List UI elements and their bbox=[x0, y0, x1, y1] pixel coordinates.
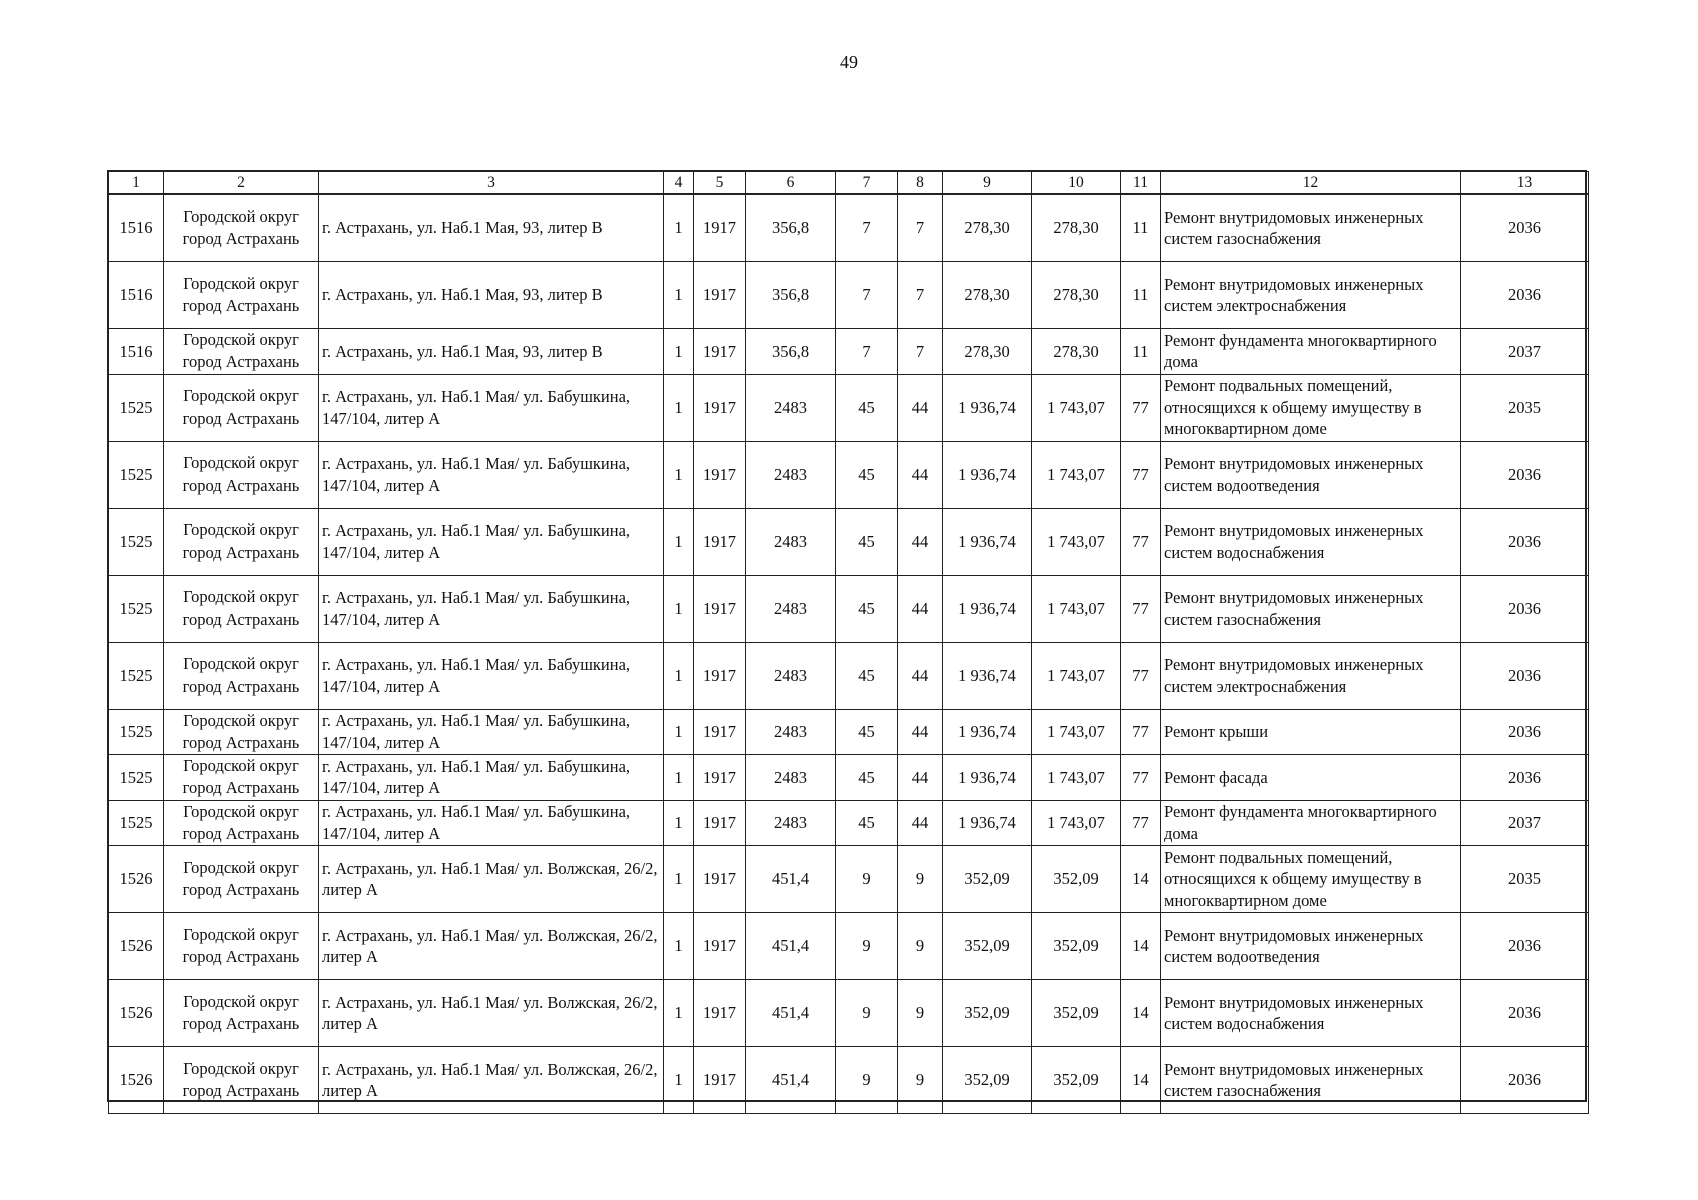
cell-4-cell: 1 bbox=[664, 913, 694, 980]
cell-4-cell: 1 bbox=[664, 194, 694, 262]
year-cell: 1917 bbox=[694, 374, 746, 441]
repair-work-cell: Ремонт внутридомовых инженерных систем газоснабжения bbox=[1161, 194, 1461, 262]
column-header-13: 13 bbox=[1461, 172, 1589, 195]
cell-8-cell: 7 bbox=[898, 262, 943, 329]
planned-year-cell: 2036 bbox=[1461, 980, 1589, 1047]
cell-7-cell: 45 bbox=[836, 441, 898, 508]
record-number-cell: 1516 bbox=[109, 329, 164, 375]
cell-7-cell: 45 bbox=[836, 709, 898, 755]
address-cell: г. Астрахань, ул. Наб.1 Мая/ ул. Волжская, 26/2, литер А bbox=[319, 1047, 664, 1114]
address-cell: г. Астрахань, ул. Наб.1 Мая/ ул. Бабушкина, 147/104, литер А bbox=[319, 800, 664, 846]
housing-repair-table bbox=[108, 171, 1589, 1114]
area-cell: 356,8 bbox=[746, 194, 836, 262]
address-cell: г. Астрахань, ул. Наб.1 Мая, 93, литер В bbox=[319, 329, 664, 375]
cell-7-cell: 9 bbox=[836, 913, 898, 980]
cell-7-cell: 7 bbox=[836, 262, 898, 329]
address-cell: г. Астрахань, ул. Наб.1 Мая/ ул. Волжская, 26/2, литер А bbox=[319, 980, 664, 1047]
cell-10-cell: 1 743,07 bbox=[1032, 374, 1121, 441]
table-row bbox=[109, 709, 1589, 755]
repair-work-cell: Ремонт фасада bbox=[1161, 755, 1461, 801]
cell-9-cell: 278,30 bbox=[943, 194, 1032, 262]
cell-11-cell: 11 bbox=[1121, 194, 1161, 262]
table-row bbox=[109, 1047, 1589, 1114]
record-number-cell: 1516 bbox=[109, 194, 164, 262]
year-cell: 1917 bbox=[694, 441, 746, 508]
planned-year-cell: 2036 bbox=[1461, 508, 1589, 575]
repair-work-cell: Ремонт внутридомовых инженерных систем водоснабжения bbox=[1161, 980, 1461, 1047]
cell-7-cell: 7 bbox=[836, 329, 898, 375]
area-cell: 2483 bbox=[746, 709, 836, 755]
cell-10-cell: 1 743,07 bbox=[1032, 709, 1121, 755]
cell-8-cell: 44 bbox=[898, 800, 943, 846]
cell-9-cell: 1 936,74 bbox=[943, 441, 1032, 508]
cell-7-cell: 45 bbox=[836, 642, 898, 709]
area-cell: 451,4 bbox=[746, 980, 836, 1047]
repair-work-cell: Ремонт подвальных помещений, относящихся к общему имуществу в многоквартирном доме bbox=[1161, 374, 1461, 441]
cell-7-cell: 45 bbox=[836, 800, 898, 846]
planned-year-cell: 2035 bbox=[1461, 374, 1589, 441]
cell-7-cell: 45 bbox=[836, 508, 898, 575]
cell-9-cell: 1 936,74 bbox=[943, 374, 1032, 441]
column-header-9: 9 bbox=[943, 172, 1032, 195]
cell-11-cell: 77 bbox=[1121, 374, 1161, 441]
table-row bbox=[109, 800, 1589, 846]
area-cell: 2483 bbox=[746, 642, 836, 709]
address-cell: г. Астрахань, ул. Наб.1 Мая/ ул. Волжская, 26/2, литер А bbox=[319, 846, 664, 913]
table-header bbox=[109, 172, 1589, 195]
area-cell: 451,4 bbox=[746, 846, 836, 913]
cell-8-cell: 44 bbox=[898, 709, 943, 755]
cell-8-cell: 9 bbox=[898, 1047, 943, 1114]
planned-year-cell: 2037 bbox=[1461, 329, 1589, 375]
cell-10-cell: 278,30 bbox=[1032, 262, 1121, 329]
repair-work-cell: Ремонт внутридомовых инженерных систем электроснабжения bbox=[1161, 642, 1461, 709]
year-cell: 1917 bbox=[694, 709, 746, 755]
cell-8-cell: 9 bbox=[898, 980, 943, 1047]
table-row bbox=[109, 194, 1589, 262]
repair-work-cell: Ремонт подвальных помещений, относящихся к общему имуществу в многоквартирном доме bbox=[1161, 846, 1461, 913]
repair-work-cell: Ремонт внутридомовых инженерных систем водоотведения bbox=[1161, 913, 1461, 980]
cell-9-cell: 1 936,74 bbox=[943, 575, 1032, 642]
cell-11-cell: 14 bbox=[1121, 980, 1161, 1047]
repair-work-cell: Ремонт фундамента многоквартирного дома bbox=[1161, 800, 1461, 846]
area-cell: 451,4 bbox=[746, 1047, 836, 1114]
cell-11-cell: 14 bbox=[1121, 1047, 1161, 1114]
cell-8-cell: 44 bbox=[898, 441, 943, 508]
cell-4-cell: 1 bbox=[664, 374, 694, 441]
municipality-cell: Городской округ город Астрахань bbox=[164, 1047, 319, 1114]
table-row bbox=[109, 374, 1589, 441]
cell-10-cell: 352,09 bbox=[1032, 913, 1121, 980]
cell-9-cell: 278,30 bbox=[943, 329, 1032, 375]
column-header-11: 11 bbox=[1121, 172, 1161, 195]
area-cell: 2483 bbox=[746, 575, 836, 642]
year-cell: 1917 bbox=[694, 575, 746, 642]
cell-9-cell: 352,09 bbox=[943, 913, 1032, 980]
table-row bbox=[109, 642, 1589, 709]
municipality-cell: Городской округ город Астрахань bbox=[164, 194, 319, 262]
cell-7-cell: 45 bbox=[836, 755, 898, 801]
year-cell: 1917 bbox=[694, 980, 746, 1047]
cell-8-cell: 7 bbox=[898, 329, 943, 375]
cell-8-cell: 9 bbox=[898, 913, 943, 980]
area-cell: 451,4 bbox=[746, 913, 836, 980]
cell-11-cell: 77 bbox=[1121, 508, 1161, 575]
repair-work-cell: Ремонт крыши bbox=[1161, 709, 1461, 755]
table-row bbox=[109, 980, 1589, 1047]
table-row bbox=[109, 441, 1589, 508]
record-number-cell: 1525 bbox=[109, 642, 164, 709]
table-row bbox=[109, 913, 1589, 980]
cell-4-cell: 1 bbox=[664, 709, 694, 755]
cell-9-cell: 352,09 bbox=[943, 1047, 1032, 1114]
cell-11-cell: 14 bbox=[1121, 846, 1161, 913]
municipality-cell: Городской округ город Астрахань bbox=[164, 800, 319, 846]
year-cell: 1917 bbox=[694, 1047, 746, 1114]
municipality-cell: Городской округ город Астрахань bbox=[164, 441, 319, 508]
planned-year-cell: 2036 bbox=[1461, 1047, 1589, 1114]
repair-work-cell: Ремонт внутридомовых инженерных систем газоснабжения bbox=[1161, 1047, 1461, 1114]
municipality-cell: Городской округ город Астрахань bbox=[164, 709, 319, 755]
year-cell: 1917 bbox=[694, 329, 746, 375]
cell-11-cell: 77 bbox=[1121, 709, 1161, 755]
cell-10-cell: 1 743,07 bbox=[1032, 642, 1121, 709]
municipality-cell: Городской округ город Астрахань bbox=[164, 575, 319, 642]
year-cell: 1917 bbox=[694, 846, 746, 913]
column-header-10: 10 bbox=[1032, 172, 1121, 195]
column-header-6: 6 bbox=[746, 172, 836, 195]
planned-year-cell: 2036 bbox=[1461, 575, 1589, 642]
repair-work-cell: Ремонт внутридомовых инженерных систем водоснабжения bbox=[1161, 508, 1461, 575]
cell-4-cell: 1 bbox=[664, 1047, 694, 1114]
municipality-cell: Городской округ город Астрахань bbox=[164, 329, 319, 375]
area-cell: 2483 bbox=[746, 800, 836, 846]
cell-10-cell: 1 743,07 bbox=[1032, 575, 1121, 642]
area-cell: 2483 bbox=[746, 508, 836, 575]
cell-8-cell: 44 bbox=[898, 575, 943, 642]
cell-11-cell: 11 bbox=[1121, 262, 1161, 329]
cell-4-cell: 1 bbox=[664, 755, 694, 801]
cell-7-cell: 45 bbox=[836, 374, 898, 441]
cell-11-cell: 77 bbox=[1121, 755, 1161, 801]
cell-7-cell: 45 bbox=[836, 575, 898, 642]
area-cell: 356,8 bbox=[746, 329, 836, 375]
record-number-cell: 1526 bbox=[109, 846, 164, 913]
year-cell: 1917 bbox=[694, 262, 746, 329]
municipality-cell: Городской округ город Астрахань bbox=[164, 262, 319, 329]
column-header-2: 2 bbox=[164, 172, 319, 195]
cell-10-cell: 1 743,07 bbox=[1032, 441, 1121, 508]
municipality-cell: Городской округ город Астрахань bbox=[164, 913, 319, 980]
municipality-cell: Городской округ город Астрахань bbox=[164, 846, 319, 913]
cell-9-cell: 1 936,74 bbox=[943, 508, 1032, 575]
cell-11-cell: 77 bbox=[1121, 642, 1161, 709]
cell-10-cell: 1 743,07 bbox=[1032, 800, 1121, 846]
column-header-1: 1 bbox=[109, 172, 164, 195]
column-header-5: 5 bbox=[694, 172, 746, 195]
planned-year-cell: 2036 bbox=[1461, 194, 1589, 262]
address-cell: г. Астрахань, ул. Наб.1 Мая/ ул. Бабушкина, 147/104, литер А bbox=[319, 374, 664, 441]
cell-10-cell: 352,09 bbox=[1032, 1047, 1121, 1114]
cell-4-cell: 1 bbox=[664, 441, 694, 508]
address-cell: г. Астрахань, ул. Наб.1 Мая/ ул. Бабушкина, 147/104, литер А bbox=[319, 709, 664, 755]
column-header-3: 3 bbox=[319, 172, 664, 195]
planned-year-cell: 2036 bbox=[1461, 913, 1589, 980]
cell-4-cell: 1 bbox=[664, 642, 694, 709]
table-body bbox=[109, 194, 1589, 1114]
table-row bbox=[109, 755, 1589, 801]
cell-9-cell: 278,30 bbox=[943, 262, 1032, 329]
cell-9-cell: 1 936,74 bbox=[943, 709, 1032, 755]
cell-10-cell: 1 743,07 bbox=[1032, 508, 1121, 575]
cell-8-cell: 44 bbox=[898, 755, 943, 801]
record-number-cell: 1525 bbox=[109, 441, 164, 508]
record-number-cell: 1526 bbox=[109, 980, 164, 1047]
planned-year-cell: 2037 bbox=[1461, 800, 1589, 846]
record-number-cell: 1525 bbox=[109, 575, 164, 642]
repair-work-cell: Ремонт внутридомовых инженерных систем газоснабжения bbox=[1161, 575, 1461, 642]
column-header-12: 12 bbox=[1161, 172, 1461, 195]
cell-4-cell: 1 bbox=[664, 575, 694, 642]
year-cell: 1917 bbox=[694, 755, 746, 801]
cell-11-cell: 77 bbox=[1121, 441, 1161, 508]
address-cell: г. Астрахань, ул. Наб.1 Мая/ ул. Бабушкина, 147/104, литер А bbox=[319, 755, 664, 801]
table-row bbox=[109, 262, 1589, 329]
cell-4-cell: 1 bbox=[664, 980, 694, 1047]
address-cell: г. Астрахань, ул. Наб.1 Мая/ ул. Бабушкина, 147/104, литер А bbox=[319, 575, 664, 642]
cell-4-cell: 1 bbox=[664, 800, 694, 846]
page-number: 49 bbox=[840, 52, 858, 72]
table-row bbox=[109, 846, 1589, 913]
cell-11-cell: 14 bbox=[1121, 913, 1161, 980]
cell-11-cell: 11 bbox=[1121, 329, 1161, 375]
cell-8-cell: 44 bbox=[898, 374, 943, 441]
record-number-cell: 1525 bbox=[109, 755, 164, 801]
cell-9-cell: 1 936,74 bbox=[943, 642, 1032, 709]
cell-7-cell: 9 bbox=[836, 846, 898, 913]
repair-work-cell: Ремонт фундамента многоквартирного дома bbox=[1161, 329, 1461, 375]
planned-year-cell: 2036 bbox=[1461, 755, 1589, 801]
cell-7-cell: 7 bbox=[836, 194, 898, 262]
planned-year-cell: 2035 bbox=[1461, 846, 1589, 913]
municipality-cell: Городской округ город Астрахань bbox=[164, 642, 319, 709]
record-number-cell: 1526 bbox=[109, 913, 164, 980]
repair-work-cell: Ремонт внутридомовых инженерных систем водоотведения bbox=[1161, 441, 1461, 508]
address-cell: г. Астрахань, ул. Наб.1 Мая/ ул. Бабушкина, 147/104, литер А bbox=[319, 441, 664, 508]
cell-8-cell: 9 bbox=[898, 846, 943, 913]
municipality-cell: Городской округ город Астрахань bbox=[164, 980, 319, 1047]
cell-4-cell: 1 bbox=[664, 329, 694, 375]
year-cell: 1917 bbox=[694, 194, 746, 262]
cell-10-cell: 278,30 bbox=[1032, 329, 1121, 375]
record-number-cell: 1525 bbox=[109, 800, 164, 846]
column-header-7: 7 bbox=[836, 172, 898, 195]
planned-year-cell: 2036 bbox=[1461, 441, 1589, 508]
cell-8-cell: 44 bbox=[898, 508, 943, 575]
record-number-cell: 1525 bbox=[109, 374, 164, 441]
record-number-cell: 1525 bbox=[109, 709, 164, 755]
repair-work-cell: Ремонт внутридомовых инженерных систем электроснабжения bbox=[1161, 262, 1461, 329]
cell-7-cell: 9 bbox=[836, 980, 898, 1047]
area-cell: 2483 bbox=[746, 441, 836, 508]
address-cell: г. Астрахань, ул. Наб.1 Мая, 93, литер В bbox=[319, 262, 664, 329]
year-cell: 1917 bbox=[694, 800, 746, 846]
planned-year-cell: 2036 bbox=[1461, 709, 1589, 755]
record-number-cell: 1516 bbox=[109, 262, 164, 329]
cell-7-cell: 9 bbox=[836, 1047, 898, 1114]
area-cell: 2483 bbox=[746, 374, 836, 441]
municipality-cell: Городской округ город Астрахань bbox=[164, 374, 319, 441]
area-cell: 2483 bbox=[746, 755, 836, 801]
table-row bbox=[109, 508, 1589, 575]
address-cell: г. Астрахань, ул. Наб.1 Мая/ ул. Волжская, 26/2, литер А bbox=[319, 913, 664, 980]
cell-11-cell: 77 bbox=[1121, 800, 1161, 846]
table-row bbox=[109, 575, 1589, 642]
cell-4-cell: 1 bbox=[664, 846, 694, 913]
record-number-cell: 1525 bbox=[109, 508, 164, 575]
year-cell: 1917 bbox=[694, 508, 746, 575]
cell-4-cell: 1 bbox=[664, 508, 694, 575]
cell-8-cell: 44 bbox=[898, 642, 943, 709]
record-number-cell: 1526 bbox=[109, 1047, 164, 1114]
cell-4-cell: 1 bbox=[664, 262, 694, 329]
cell-11-cell: 77 bbox=[1121, 575, 1161, 642]
year-cell: 1917 bbox=[694, 913, 746, 980]
column-header-8: 8 bbox=[898, 172, 943, 195]
cell-9-cell: 352,09 bbox=[943, 846, 1032, 913]
planned-year-cell: 2036 bbox=[1461, 262, 1589, 329]
planned-year-cell: 2036 bbox=[1461, 642, 1589, 709]
cell-10-cell: 352,09 bbox=[1032, 846, 1121, 913]
address-cell: г. Астрахань, ул. Наб.1 Мая, 93, литер В bbox=[319, 194, 664, 262]
address-cell: г. Астрахань, ул. Наб.1 Мая/ ул. Бабушкина, 147/104, литер А bbox=[319, 642, 664, 709]
column-header-4: 4 bbox=[664, 172, 694, 195]
table-row bbox=[109, 329, 1589, 375]
cell-10-cell: 1 743,07 bbox=[1032, 755, 1121, 801]
cell-10-cell: 352,09 bbox=[1032, 980, 1121, 1047]
address-cell: г. Астрахань, ул. Наб.1 Мая/ ул. Бабушкина, 147/104, литер А bbox=[319, 508, 664, 575]
cell-10-cell: 278,30 bbox=[1032, 194, 1121, 262]
year-cell: 1917 bbox=[694, 642, 746, 709]
cell-9-cell: 352,09 bbox=[943, 980, 1032, 1047]
header-row bbox=[109, 172, 1589, 195]
area-cell: 356,8 bbox=[746, 262, 836, 329]
municipality-cell: Городской округ город Астрахань bbox=[164, 508, 319, 575]
cell-8-cell: 7 bbox=[898, 194, 943, 262]
cell-9-cell: 1 936,74 bbox=[943, 800, 1032, 846]
municipality-cell: Городской округ город Астрахань bbox=[164, 755, 319, 801]
cell-9-cell: 1 936,74 bbox=[943, 755, 1032, 801]
